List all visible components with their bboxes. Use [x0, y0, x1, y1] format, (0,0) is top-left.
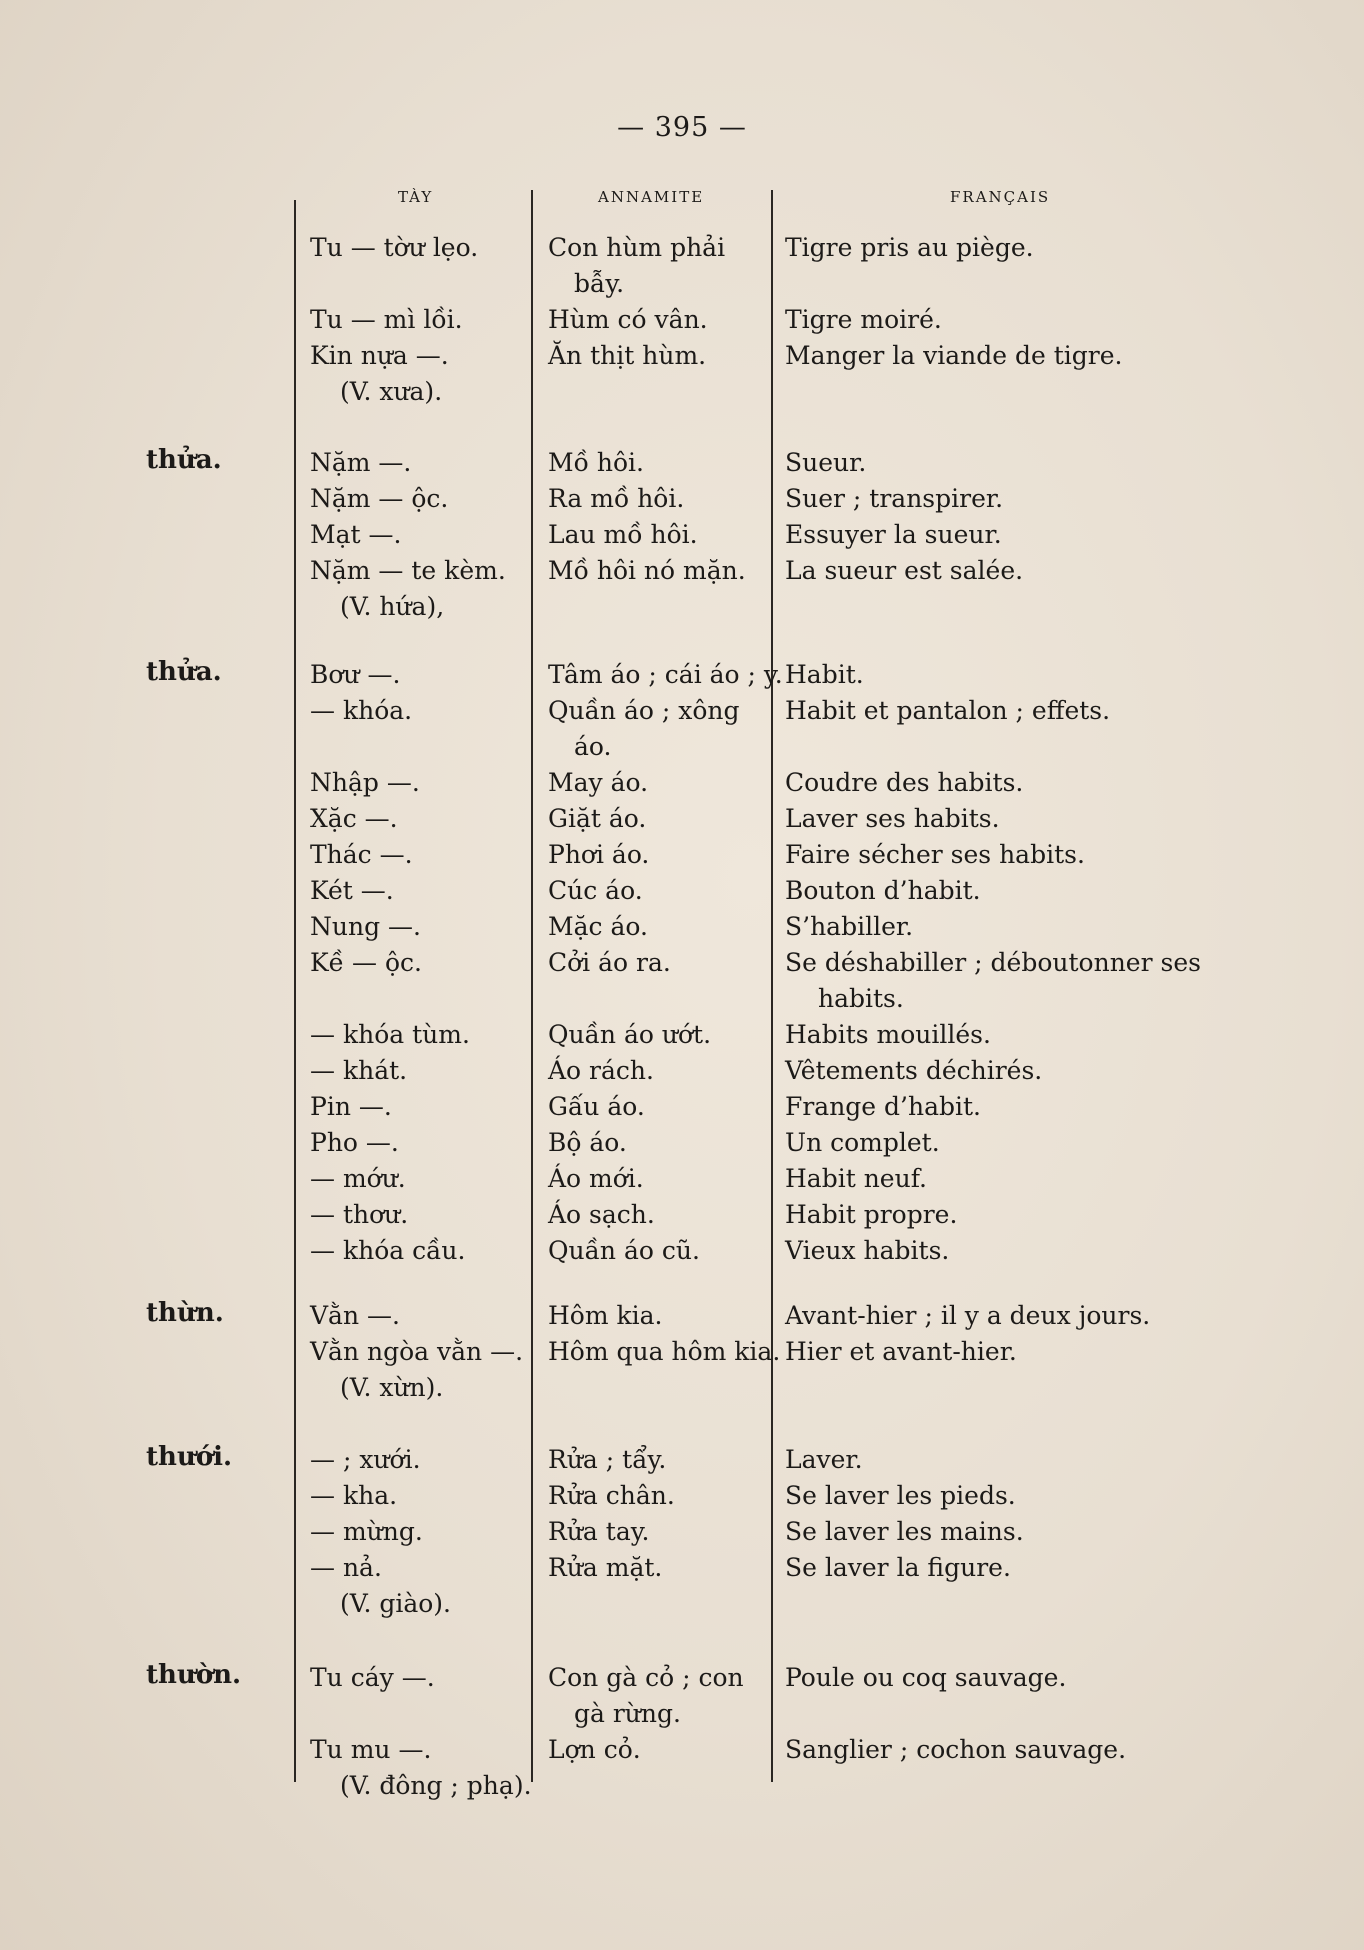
francais-cell: Se laver la figure. — [785, 1553, 1011, 1582]
table-row — [0, 1089, 1364, 1125]
annamite-cell: Bộ áo. — [548, 1128, 627, 1157]
annamite-cell: Cởi áo ra. — [548, 948, 671, 977]
annamite-cell: Cúc áo. — [548, 876, 643, 905]
annamite-cell: Con hùm phải — [548, 233, 726, 262]
annamite-cell: Rửa tay. — [548, 1517, 650, 1546]
francais-cell: Laver. — [785, 1445, 863, 1474]
headword: thửa. — [146, 445, 222, 475]
page-number: — 395 — — [617, 112, 747, 143]
table-row — [0, 589, 1364, 625]
francais-cell: Habit propre. — [785, 1200, 958, 1229]
tay-cell: (V. giào). — [340, 1589, 451, 1618]
annamite-cell: Hùm có vân. — [548, 305, 708, 334]
francais-cell: Manger la viande de tigre. — [785, 341, 1123, 370]
tay-cell: Kin nựa —. — [310, 341, 449, 370]
francais-cell: Se laver les mains. — [785, 1517, 1024, 1546]
francais-cell: Bouton d’habit. — [785, 876, 981, 905]
table-row — [0, 1017, 1364, 1053]
table-row — [0, 374, 1364, 410]
table-row — [0, 1161, 1364, 1197]
tay-cell: Pin —. — [310, 1092, 392, 1121]
annamite-cell: áo. — [574, 732, 612, 761]
table-row — [0, 1550, 1364, 1586]
column-header-francais: FRANÇAIS — [950, 188, 1051, 206]
table-row — [0, 1586, 1364, 1622]
annamite-cell: gà rừng. — [574, 1699, 681, 1728]
francais-cell: Habit neuf. — [785, 1164, 928, 1193]
annamite-cell: Quần áo cũ. — [548, 1236, 700, 1265]
annamite-cell: Con gà cỏ ; con — [548, 1663, 744, 1692]
tay-cell: Vằn —. — [310, 1301, 400, 1330]
annamite-cell: Rửa chân. — [548, 1481, 675, 1510]
table-row — [0, 517, 1364, 553]
tay-cell: Kề — ộc. — [310, 948, 422, 977]
table-row — [0, 1298, 1364, 1334]
annamite-cell: Mồ hôi nó mặn. — [548, 556, 746, 585]
tay-cell: — mớư. — [310, 1164, 406, 1193]
francais-cell: Tigre pris au piège. — [785, 233, 1034, 262]
annamite-cell: Mặc áo. — [548, 912, 648, 941]
francais-cell: Se laver les pieds. — [785, 1481, 1016, 1510]
tay-cell: Tu mu —. — [310, 1735, 432, 1764]
tay-cell: Xặc —. — [310, 804, 398, 833]
column-header-tay: TÀY — [398, 188, 434, 206]
headword: thửa. — [146, 657, 222, 687]
francais-cell: Vêtements déchirés. — [785, 1056, 1043, 1085]
francais-cell: Sanglier ; cochon sauvage. — [785, 1735, 1127, 1764]
francais-cell: Un complet. — [785, 1128, 940, 1157]
headword: thưới. — [146, 1442, 233, 1472]
table-row — [0, 1442, 1364, 1478]
annamite-cell: Hôm kia. — [548, 1301, 663, 1330]
francais-cell: Sueur. — [785, 448, 867, 477]
table-row — [0, 1370, 1364, 1406]
tay-cell: — khát. — [310, 1056, 408, 1085]
tay-cell: (V. hứa), — [340, 592, 445, 621]
tay-cell: (V. xừn). — [340, 1373, 444, 1402]
annamite-cell: Quần áo ; xông — [548, 696, 740, 725]
table-row — [0, 1732, 1364, 1768]
tay-cell: Tu — tờư lẹo. — [310, 233, 479, 262]
tay-cell: Tu cáy —. — [310, 1663, 435, 1692]
tay-cell: — mừng. — [310, 1517, 423, 1546]
annamite-cell: Phơi áo. — [548, 840, 650, 869]
francais-cell: Habit et pantalon ; effets. — [785, 696, 1111, 725]
annamite-cell: Áo sạch. — [548, 1200, 655, 1229]
column-header-annamite: ANNAMITE — [598, 188, 705, 206]
tay-cell: Nặm — te kèm. — [310, 556, 506, 585]
tay-cell: — nả. — [310, 1553, 382, 1582]
tay-cell: Nhập —. — [310, 768, 420, 797]
tay-cell: Tu — mì lồi. — [310, 305, 463, 334]
table-row — [0, 481, 1364, 517]
francais-cell: Poule ou coq sauvage. — [785, 1663, 1067, 1692]
annamite-cell: Lau mồ hôi. — [548, 520, 698, 549]
annamite-cell: Quần áo ướt. — [548, 1020, 712, 1049]
tay-cell: — khóa. — [310, 696, 413, 725]
table-row — [0, 1197, 1364, 1233]
annamite-cell: Áo rách. — [548, 1056, 654, 1085]
table-row — [0, 657, 1364, 693]
table-row — [0, 981, 1364, 1017]
tay-cell: Vằn ngòa vằn —. — [310, 1337, 524, 1366]
francais-cell: Laver ses habits. — [785, 804, 1000, 833]
tay-cell: Bơư —. — [310, 660, 401, 689]
table-row — [0, 729, 1364, 765]
annamite-cell: Tâm áo ; cái áo ; y. — [548, 660, 783, 689]
francais-cell: Habit. — [785, 660, 864, 689]
table-row — [0, 1514, 1364, 1550]
headword: thừn. — [146, 1298, 224, 1328]
annamite-cell: Lợn cỏ. — [548, 1735, 641, 1764]
francais-cell: S’habiller. — [785, 912, 914, 941]
francais-cell: Faire sécher ses habits. — [785, 840, 1085, 869]
table-row — [0, 1053, 1364, 1089]
table-row — [0, 445, 1364, 481]
tay-cell: Nặm —. — [310, 448, 412, 477]
annamite-cell: Ăn thịt hùm. — [548, 341, 707, 370]
tay-cell: (V. xưa). — [340, 377, 443, 406]
tay-cell: Nặm — ộc. — [310, 484, 449, 513]
tay-cell: Két —. — [310, 876, 394, 905]
francais-cell: Coudre des habits. — [785, 768, 1024, 797]
table-row — [0, 230, 1364, 266]
table-row — [0, 909, 1364, 945]
table-row — [0, 338, 1364, 374]
francais-cell: Se déshabiller ; déboutonner ses — [785, 948, 1201, 977]
tay-cell: — ; xưới. — [310, 1445, 421, 1474]
tay-cell: — khóa cầu. — [310, 1236, 466, 1265]
table-row — [0, 693, 1364, 729]
table-row — [0, 765, 1364, 801]
table-row — [0, 1768, 1364, 1804]
table-row — [0, 1334, 1364, 1370]
table-row — [0, 873, 1364, 909]
tay-cell: Pho —. — [310, 1128, 399, 1157]
francais-cell: Vieux habits. — [785, 1236, 950, 1265]
table-row — [0, 837, 1364, 873]
francais-cell: habits. — [818, 984, 904, 1013]
tay-cell: — khóa tùm. — [310, 1020, 470, 1049]
table-row — [0, 553, 1364, 589]
tay-cell: Mạt —. — [310, 520, 402, 549]
headword: thườn. — [146, 1660, 242, 1690]
annamite-cell: Rửa ; tẩy. — [548, 1445, 667, 1474]
annamite-cell: Rửa mặt. — [548, 1553, 663, 1582]
francais-cell: Essuyer la sueur. — [785, 520, 1002, 549]
francais-cell: Habits mouillés. — [785, 1020, 991, 1049]
table-row — [0, 266, 1364, 302]
annamite-cell: bẫy. — [574, 269, 625, 298]
annamite-cell: Áo mới. — [548, 1164, 644, 1193]
tay-cell: (V. đông ; phạ). — [340, 1771, 532, 1800]
table-row — [0, 1478, 1364, 1514]
annamite-cell: Giặt áo. — [548, 804, 647, 833]
francais-cell: Suer ; transpirer. — [785, 484, 1004, 513]
francais-cell: Frange d’habit. — [785, 1092, 981, 1121]
tay-cell: — thơư. — [310, 1200, 409, 1229]
table-row — [0, 801, 1364, 837]
annamite-cell: Hôm qua hôm kia. — [548, 1337, 781, 1366]
francais-cell: Avant-hier ; il y a deux jours. — [785, 1301, 1151, 1330]
table-row — [0, 1125, 1364, 1161]
table-row — [0, 1660, 1364, 1696]
francais-cell: Tigre moiré. — [785, 305, 942, 334]
tay-cell: — kha. — [310, 1481, 398, 1510]
annamite-cell: Ra mồ hôi. — [548, 484, 685, 513]
table-row — [0, 1233, 1364, 1269]
annamite-cell: Mồ hôi. — [548, 448, 644, 477]
francais-cell: Hier et avant-hier. — [785, 1337, 1017, 1366]
annamite-cell: May áo. — [548, 768, 649, 797]
tay-cell: Nung —. — [310, 912, 421, 941]
annamite-cell: Gấu áo. — [548, 1092, 645, 1121]
tay-cell: Thác —. — [310, 840, 413, 869]
table-row — [0, 945, 1364, 981]
francais-cell: La sueur est salée. — [785, 556, 1024, 585]
table-row — [0, 302, 1364, 338]
table-row — [0, 1696, 1364, 1732]
